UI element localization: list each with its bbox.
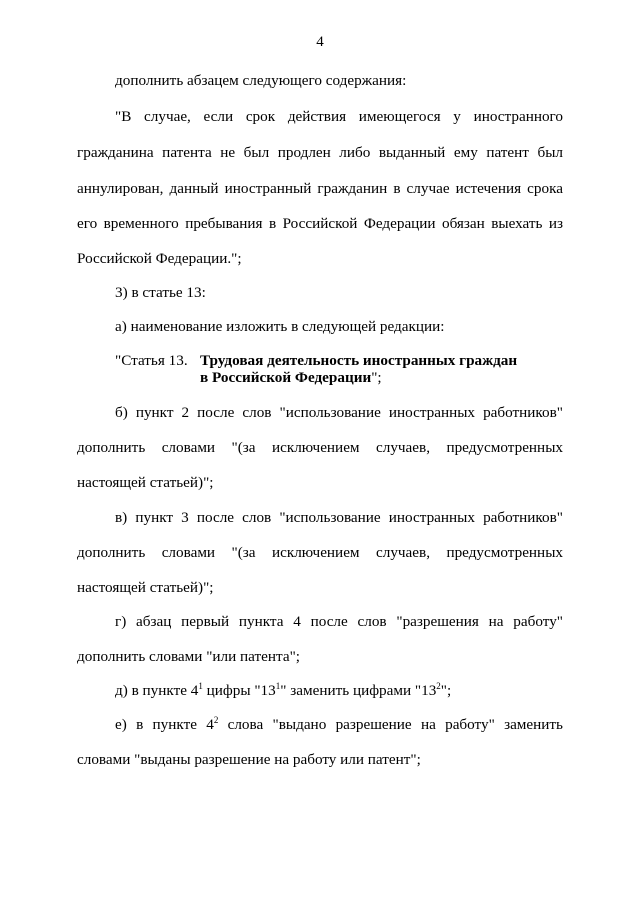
quote-line-3: аннулирован, данный иностранный гражданин в случае истечения срока	[77, 180, 563, 197]
item-v-line-3: настоящей статьей)";	[77, 579, 214, 596]
item-d-sup-1: 1	[198, 681, 203, 691]
item-v-line-1: в) пункт 3 после слов "использование иностранных работников"	[115, 509, 563, 526]
paragraph-intro: дополнить абзацем следующего содержания:	[115, 72, 407, 89]
item-d-sup-3: 2	[436, 681, 441, 691]
item-b-line-1: б) пункт 2 после слов "использование иностранных работников"	[115, 404, 563, 421]
item-v-line-2: дополнить словами "(за исключением случаев, предусмотренных	[77, 544, 563, 561]
quote-line-5: Российской Федерации.";	[77, 250, 242, 267]
article-label: "Статья 13.	[115, 352, 188, 369]
item-d-post: ";	[440, 682, 452, 699]
item-g-line-2: дополнить словами "или патента";	[77, 648, 300, 665]
item-d-sup-2: 1	[275, 681, 281, 691]
item-d-pre: д) в пункте 4	[115, 682, 199, 699]
item-e-sup: 2	[213, 715, 219, 725]
item-3: 3) в статье 13:	[115, 284, 206, 301]
item-e-line-2: словами "выданы разрешение на работу или патент";	[77, 751, 421, 768]
article-title-line-1: Трудовая деятельность иностранных граждан	[200, 352, 518, 369]
item-e-pre: е) в пункте 4	[115, 716, 214, 733]
quote-line-1: "В случае, если срок действия имеющегося у иностранного	[115, 108, 563, 125]
item-a: а) наименование изложить в следующей редакции:	[115, 318, 445, 335]
item-d-mid: цифры "13	[202, 682, 276, 699]
item-g-line-1: г) абзац первый пункта 4 после слов "разрешения на работу"	[115, 613, 563, 630]
item-e-post: слова "выдано разрешение на работу" заменить	[218, 716, 563, 733]
item-e-line-1	[115, 716, 563, 734]
item-b-line-2: дополнить словами "(за исключением случаев, предусмотренных	[77, 439, 563, 456]
item-b-line-3: настоящей статьей)";	[77, 474, 214, 491]
article-title-line-2-wrap	[200, 369, 382, 387]
quote-line-2: гражданина патента не был продлен либо выданный ему патент был	[77, 144, 563, 161]
page-number: 4	[316, 34, 324, 50]
item-d	[115, 682, 451, 700]
quote-line-4: его временного пребывания в Российской Федерации обязан выехать из	[77, 215, 563, 232]
item-d-mid-2: " заменить цифрами "13	[280, 682, 437, 699]
article-title-tail: ";	[371, 369, 382, 386]
article-title-line-2: в Российской Федерации	[200, 369, 372, 386]
